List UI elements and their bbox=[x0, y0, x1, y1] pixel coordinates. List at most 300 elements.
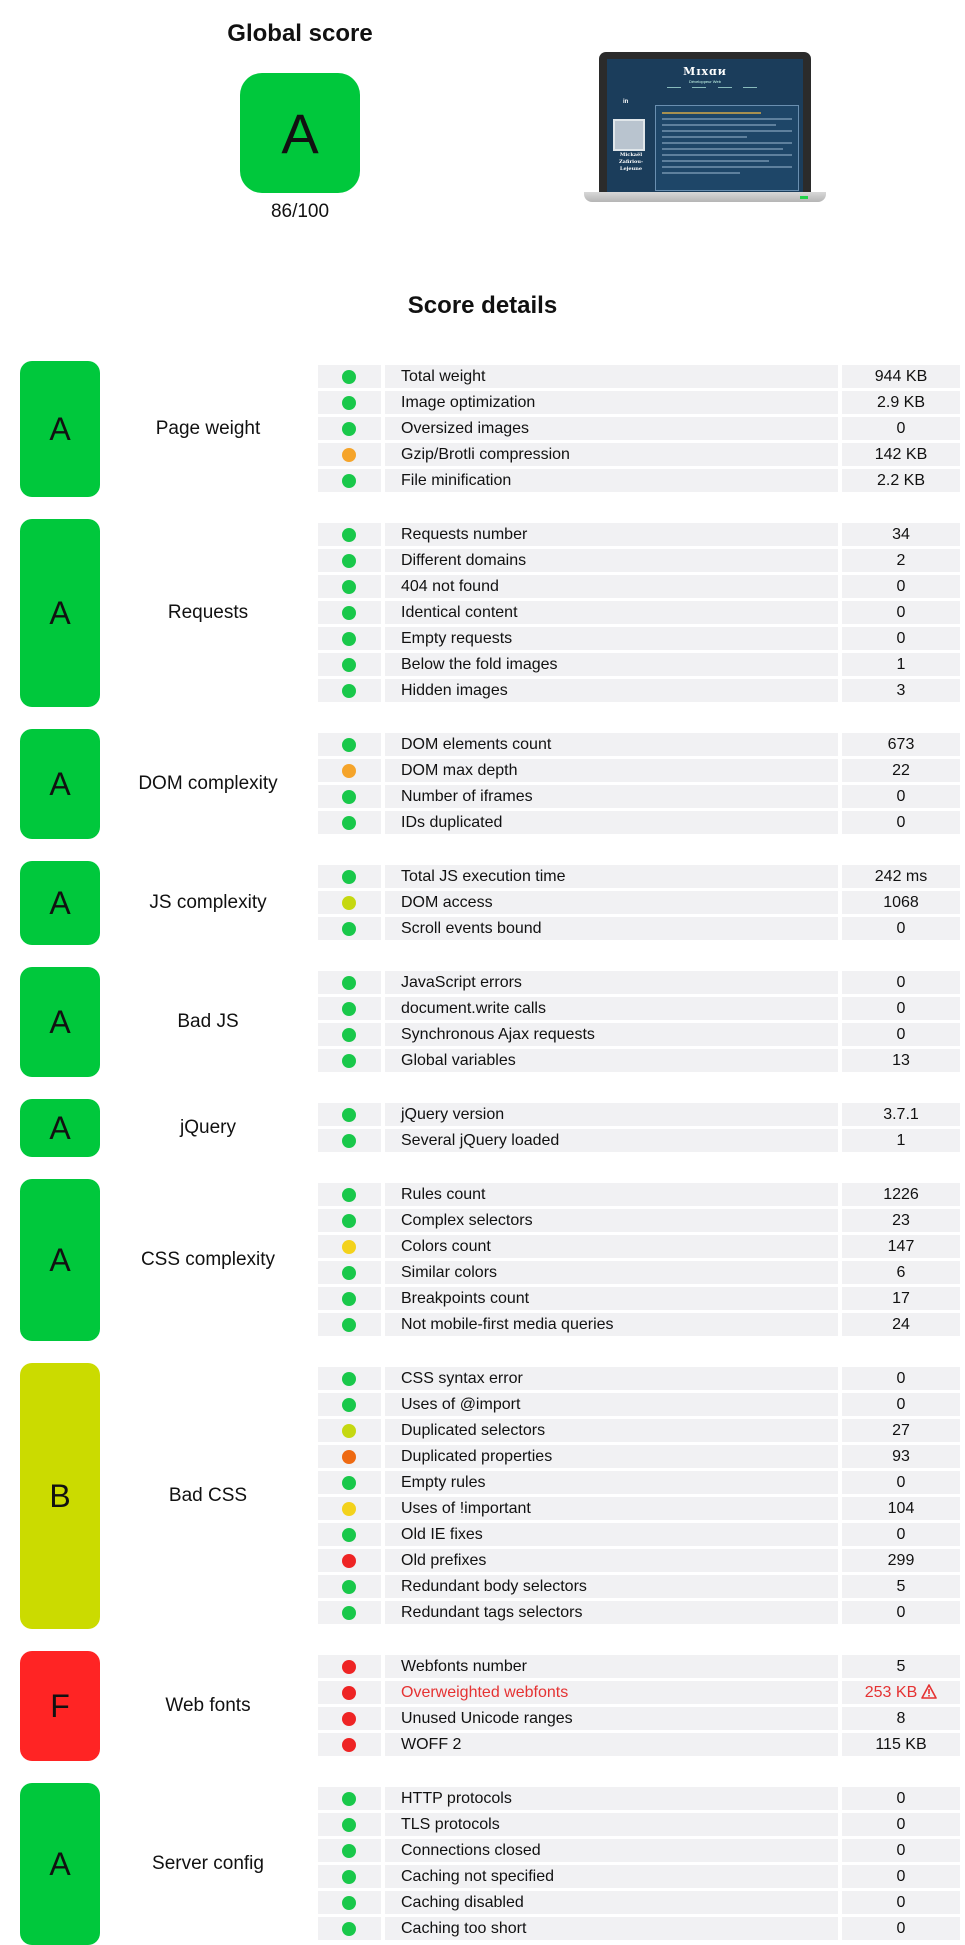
metric-value: 23 bbox=[892, 1212, 910, 1229]
metric-status-cell bbox=[318, 1891, 381, 1914]
metric-row bbox=[0, 1497, 965, 1520]
metric-value-cell bbox=[842, 891, 960, 914]
category-grade-badge: A bbox=[20, 361, 100, 497]
metric-status-cell bbox=[318, 1419, 381, 1442]
status-dot-icon bbox=[342, 1922, 356, 1936]
status-dot-icon bbox=[342, 1818, 356, 1832]
metric-row bbox=[0, 733, 965, 756]
status-dot-icon bbox=[342, 684, 356, 698]
category-dom-complexity bbox=[0, 729, 965, 839]
metric-value: 0 bbox=[896, 420, 906, 437]
status-dot-icon bbox=[342, 1002, 356, 1016]
metric-label: Below the fold images bbox=[385, 653, 838, 676]
metric-value: 3.7.1 bbox=[883, 1106, 919, 1123]
metric-label: Caching too short bbox=[385, 1917, 838, 1940]
metric-label: Image optimization bbox=[385, 391, 838, 414]
status-dot-icon bbox=[342, 1580, 356, 1594]
metric-value: 0 bbox=[896, 1026, 906, 1043]
metric-value-cell bbox=[842, 1733, 960, 1756]
status-dot-icon bbox=[342, 528, 356, 542]
status-dot-icon bbox=[342, 896, 356, 910]
metric-value: 253 KB bbox=[864, 1684, 918, 1701]
category-name: Bad CSS bbox=[168, 1485, 248, 1506]
metric-status-cell bbox=[318, 469, 381, 492]
status-dot-icon bbox=[342, 370, 356, 384]
metric-status-cell bbox=[318, 679, 381, 702]
status-dot-icon bbox=[342, 1738, 356, 1752]
metric-value-cell bbox=[842, 627, 960, 650]
status-dot-icon bbox=[342, 976, 356, 990]
metric-label: Caching not specified bbox=[385, 1865, 838, 1888]
metric-value: 27 bbox=[892, 1422, 910, 1439]
metric-status-cell bbox=[318, 601, 381, 624]
metric-value: 1226 bbox=[883, 1186, 919, 1203]
metric-status-cell bbox=[318, 1313, 381, 1336]
metric-value-cell bbox=[842, 391, 960, 414]
metric-value: 5 bbox=[896, 1578, 906, 1595]
status-dot-icon bbox=[342, 448, 356, 462]
metric-value-cell bbox=[842, 811, 960, 834]
status-dot-icon bbox=[342, 738, 356, 752]
metric-row bbox=[0, 1393, 965, 1416]
metric-status-cell bbox=[318, 733, 381, 756]
metric-row bbox=[0, 1549, 965, 1572]
category-name: Web fonts bbox=[165, 1695, 251, 1716]
metric-value-cell bbox=[842, 1523, 960, 1546]
metric-label: Duplicated properties bbox=[385, 1445, 838, 1468]
status-dot-icon bbox=[342, 1450, 356, 1464]
metric-value-cell bbox=[842, 1313, 960, 1336]
status-dot-icon bbox=[342, 1606, 356, 1620]
category-grade-badge: A bbox=[20, 519, 100, 707]
metric-status-cell bbox=[318, 1287, 381, 1310]
global-score-title: Global score bbox=[227, 20, 373, 47]
metric-label: Complex selectors bbox=[385, 1209, 838, 1232]
laptop-screen-frame bbox=[599, 52, 811, 192]
metric-label: Uses of @import bbox=[385, 1393, 838, 1416]
metric-value-cell bbox=[842, 997, 960, 1020]
metric-label: Gzip/Brotli compression bbox=[385, 443, 838, 466]
metric-value-cell bbox=[842, 1601, 960, 1624]
laptop-screen bbox=[607, 59, 803, 192]
status-dot-icon bbox=[342, 1844, 356, 1858]
metric-label: Redundant body selectors bbox=[385, 1575, 838, 1598]
metric-value: 115 KB bbox=[875, 1736, 927, 1753]
status-dot-icon bbox=[342, 1870, 356, 1884]
metric-row bbox=[0, 523, 965, 546]
metric-label: Duplicated selectors bbox=[385, 1419, 838, 1442]
category-grade-badge: A bbox=[20, 729, 100, 839]
metric-label: DOM max depth bbox=[385, 759, 838, 782]
metric-value-cell bbox=[842, 1419, 960, 1442]
metric-value: 0 bbox=[896, 1396, 906, 1413]
metric-value-cell bbox=[842, 1367, 960, 1390]
category-name: CSS complexity bbox=[140, 1249, 276, 1270]
metric-label: Different domains bbox=[385, 549, 838, 572]
metric-status-cell bbox=[318, 1917, 381, 1940]
metric-status-cell bbox=[318, 575, 381, 598]
metric-label: IDs duplicated bbox=[385, 811, 838, 834]
page-screenshot-thumbnail bbox=[584, 52, 826, 206]
status-dot-icon bbox=[342, 1660, 356, 1674]
metric-value-cell bbox=[842, 365, 960, 388]
metric-value: 0 bbox=[896, 920, 906, 937]
metric-row bbox=[0, 1865, 965, 1888]
metric-value: 2.2 KB bbox=[876, 472, 926, 489]
metric-value: 0 bbox=[896, 578, 906, 595]
category-page-weight bbox=[0, 361, 965, 497]
metric-row bbox=[0, 1707, 965, 1730]
category-bad-css bbox=[0, 1363, 965, 1629]
status-dot-icon bbox=[342, 1028, 356, 1042]
metric-status-cell bbox=[318, 997, 381, 1020]
metric-value-cell bbox=[842, 865, 960, 888]
metric-status-cell bbox=[318, 523, 381, 546]
laptop-led bbox=[800, 196, 808, 199]
metric-row bbox=[0, 417, 965, 440]
metric-label: Not mobile-first media queries bbox=[385, 1313, 838, 1336]
metric-value-cell bbox=[842, 1891, 960, 1914]
metric-row bbox=[0, 1471, 965, 1494]
status-dot-icon bbox=[342, 870, 356, 884]
metric-row bbox=[0, 997, 965, 1020]
metric-row bbox=[0, 1103, 965, 1126]
status-dot-icon bbox=[342, 1240, 356, 1254]
metric-row bbox=[0, 469, 965, 492]
metric-status-cell bbox=[318, 1523, 381, 1546]
status-dot-icon bbox=[342, 1792, 356, 1806]
metric-value-cell bbox=[842, 1681, 960, 1704]
metric-value: 22 bbox=[892, 762, 910, 779]
metric-value: 8 bbox=[896, 1710, 906, 1727]
metric-row bbox=[0, 549, 965, 572]
status-dot-icon bbox=[342, 816, 356, 830]
metric-row bbox=[0, 1813, 965, 1836]
metric-status-cell bbox=[318, 865, 381, 888]
metric-row bbox=[0, 443, 965, 466]
metric-value: 0 bbox=[896, 1842, 906, 1859]
metric-label: Old IE fixes bbox=[385, 1523, 838, 1546]
metric-row bbox=[0, 1787, 965, 1810]
metric-row bbox=[0, 1445, 965, 1468]
status-dot-icon bbox=[342, 1266, 356, 1280]
metric-row bbox=[0, 785, 965, 808]
metric-value: 13 bbox=[892, 1052, 910, 1069]
metric-row bbox=[0, 653, 965, 676]
metric-label: Redundant tags selectors bbox=[385, 1601, 838, 1624]
metric-value: 147 bbox=[887, 1238, 915, 1255]
metric-status-cell bbox=[318, 1575, 381, 1598]
category-grade-badge: B bbox=[20, 1363, 100, 1629]
metric-value-cell bbox=[842, 1917, 960, 1940]
metric-value: 0 bbox=[896, 1920, 906, 1937]
metric-label: Unused Unicode ranges bbox=[385, 1707, 838, 1730]
metric-status-cell bbox=[318, 811, 381, 834]
metric-value-cell bbox=[842, 601, 960, 624]
status-dot-icon bbox=[342, 1292, 356, 1306]
status-dot-icon bbox=[342, 1712, 356, 1726]
thumb-avatar bbox=[613, 119, 645, 151]
status-dot-icon bbox=[342, 1372, 356, 1386]
metric-status-cell bbox=[318, 1235, 381, 1258]
category-grade-badge: F bbox=[20, 1651, 100, 1761]
metric-label: Several jQuery loaded bbox=[385, 1129, 838, 1152]
metric-status-cell bbox=[318, 1261, 381, 1284]
status-dot-icon bbox=[342, 1188, 356, 1202]
metric-row bbox=[0, 1235, 965, 1258]
metric-status-cell bbox=[318, 549, 381, 572]
metric-row bbox=[0, 811, 965, 834]
status-dot-icon bbox=[342, 1686, 356, 1700]
status-dot-icon bbox=[342, 396, 356, 410]
status-dot-icon bbox=[342, 1528, 356, 1542]
metric-row bbox=[0, 1049, 965, 1072]
metric-value-cell bbox=[842, 1497, 960, 1520]
metric-value-cell bbox=[842, 1261, 960, 1284]
metric-value: 944 KB bbox=[874, 368, 928, 385]
category-name: JS complexity bbox=[149, 892, 267, 913]
metric-value-cell bbox=[842, 1129, 960, 1152]
metric-value-cell bbox=[842, 1287, 960, 1310]
status-dot-icon bbox=[342, 1476, 356, 1490]
metric-row bbox=[0, 865, 965, 888]
metric-value-cell bbox=[842, 1707, 960, 1730]
category-grade-badge: A bbox=[20, 1179, 100, 1341]
metric-value: 0 bbox=[896, 1868, 906, 1885]
status-dot-icon bbox=[342, 790, 356, 804]
category-name: Bad JS bbox=[177, 1011, 239, 1032]
global-score-value: 86/100 bbox=[270, 201, 330, 222]
status-dot-icon bbox=[342, 1896, 356, 1910]
metric-row bbox=[0, 1183, 965, 1206]
metric-value-cell bbox=[842, 469, 960, 492]
metric-status-cell bbox=[318, 1103, 381, 1126]
status-dot-icon bbox=[342, 632, 356, 646]
status-dot-icon bbox=[342, 1502, 356, 1516]
metric-status-cell bbox=[318, 891, 381, 914]
metric-status-cell bbox=[318, 417, 381, 440]
status-dot-icon bbox=[342, 554, 356, 568]
metric-status-cell bbox=[318, 1813, 381, 1836]
metric-value: 0 bbox=[896, 1474, 906, 1491]
metric-row bbox=[0, 891, 965, 914]
metric-value: 0 bbox=[896, 1370, 906, 1387]
metric-status-cell bbox=[318, 365, 381, 388]
metric-value-cell bbox=[842, 1235, 960, 1258]
metric-label: Similar colors bbox=[385, 1261, 838, 1284]
metric-value-cell bbox=[842, 653, 960, 676]
metric-row bbox=[0, 575, 965, 598]
metric-label: TLS protocols bbox=[385, 1813, 838, 1836]
category-web-fonts bbox=[0, 1651, 965, 1761]
category-name: Page weight bbox=[155, 418, 261, 439]
metric-row bbox=[0, 1575, 965, 1598]
metric-value: 0 bbox=[896, 1604, 906, 1621]
metric-label: Connections closed bbox=[385, 1839, 838, 1862]
metric-label: HTTP protocols bbox=[385, 1787, 838, 1810]
status-dot-icon bbox=[342, 606, 356, 620]
category-grade-badge: A bbox=[20, 1099, 100, 1157]
metric-label: Caching disabled bbox=[385, 1891, 838, 1914]
metric-row bbox=[0, 1733, 965, 1756]
status-dot-icon bbox=[342, 658, 356, 672]
metric-label: Number of iframes bbox=[385, 785, 838, 808]
metric-value-cell bbox=[842, 523, 960, 546]
metric-label: CSS syntax error bbox=[385, 1367, 838, 1390]
metric-status-cell bbox=[318, 917, 381, 940]
metric-status-cell bbox=[318, 1049, 381, 1072]
metric-status-cell bbox=[318, 1655, 381, 1678]
metric-label: Breakpoints count bbox=[385, 1287, 838, 1310]
metric-status-cell bbox=[318, 627, 381, 650]
metric-label: DOM access bbox=[385, 891, 838, 914]
metric-value-cell bbox=[842, 733, 960, 756]
metric-row bbox=[0, 759, 965, 782]
score-details-title: Score details bbox=[407, 292, 558, 319]
status-dot-icon bbox=[342, 580, 356, 594]
metric-label: Colors count bbox=[385, 1235, 838, 1258]
metric-label: Hidden images bbox=[385, 679, 838, 702]
metric-value-cell bbox=[842, 1575, 960, 1598]
metric-status-cell bbox=[318, 759, 381, 782]
metric-status-cell bbox=[318, 1367, 381, 1390]
metric-row bbox=[0, 627, 965, 650]
thumb-subtitle: Développeur Web bbox=[689, 79, 721, 84]
metric-row bbox=[0, 971, 965, 994]
metric-status-cell bbox=[318, 1129, 381, 1152]
metric-label: JavaScript errors bbox=[385, 971, 838, 994]
metric-value: 1 bbox=[896, 1132, 906, 1149]
category-grade-badge: A bbox=[20, 861, 100, 945]
category-grade-badge: A bbox=[20, 1783, 100, 1945]
status-dot-icon bbox=[342, 1134, 356, 1148]
metric-value: 104 bbox=[887, 1500, 915, 1517]
status-dot-icon bbox=[342, 1318, 356, 1332]
metric-value-cell bbox=[842, 443, 960, 466]
metric-value-cell bbox=[842, 575, 960, 598]
metric-row bbox=[0, 1023, 965, 1046]
metric-label: Webfonts number bbox=[385, 1655, 838, 1678]
metric-value: 17 bbox=[892, 1290, 910, 1307]
metric-value: 0 bbox=[896, 788, 906, 805]
metric-row bbox=[0, 1367, 965, 1390]
metric-value: 0 bbox=[896, 1790, 906, 1807]
metric-value-cell bbox=[842, 1049, 960, 1072]
metric-value: 299 bbox=[887, 1552, 915, 1569]
metric-row bbox=[0, 1287, 965, 1310]
metric-status-cell bbox=[318, 1549, 381, 1572]
metric-value-cell bbox=[842, 1865, 960, 1888]
metric-value-cell bbox=[842, 1813, 960, 1836]
metric-value: 0 bbox=[896, 604, 906, 621]
metric-row bbox=[0, 1129, 965, 1152]
metric-row bbox=[0, 917, 965, 940]
metric-value: 1068 bbox=[883, 894, 919, 911]
metric-label: document.write calls bbox=[385, 997, 838, 1020]
metric-status-cell bbox=[318, 1865, 381, 1888]
metric-value: 0 bbox=[896, 1816, 906, 1833]
thumb-content-card bbox=[655, 105, 799, 191]
metric-label: Global variables bbox=[385, 1049, 838, 1072]
category-bad-js bbox=[0, 967, 965, 1077]
metric-value: 142 KB bbox=[874, 446, 928, 463]
category-jquery bbox=[0, 1099, 965, 1157]
metric-value: 34 bbox=[892, 526, 910, 543]
metric-status-cell bbox=[318, 1023, 381, 1046]
thumb-nav bbox=[667, 87, 757, 97]
metric-label: Empty requests bbox=[385, 627, 838, 650]
metric-value-cell bbox=[842, 785, 960, 808]
metric-status-cell bbox=[318, 1183, 381, 1206]
status-dot-icon bbox=[342, 1424, 356, 1438]
metric-value: 93 bbox=[892, 1448, 910, 1465]
metric-row bbox=[0, 1839, 965, 1862]
metric-label: WOFF 2 bbox=[385, 1733, 838, 1756]
metric-label: Overweighted webfonts bbox=[385, 1681, 838, 1704]
category-server-config bbox=[0, 1783, 965, 1945]
metric-label: Oversized images bbox=[385, 417, 838, 440]
metric-value: 0 bbox=[896, 1894, 906, 1911]
metric-status-cell bbox=[318, 1445, 381, 1468]
metric-value-cell bbox=[842, 1471, 960, 1494]
metric-label: Identical content bbox=[385, 601, 838, 624]
metric-value: 0 bbox=[896, 1000, 906, 1017]
status-dot-icon bbox=[342, 1214, 356, 1228]
metric-value-cell bbox=[842, 1787, 960, 1810]
metric-status-cell bbox=[318, 1681, 381, 1704]
metric-label: DOM elements count bbox=[385, 733, 838, 756]
metric-label: Total weight bbox=[385, 365, 838, 388]
metric-status-cell bbox=[318, 1209, 381, 1232]
metric-value-cell bbox=[842, 1023, 960, 1046]
metric-value: 0 bbox=[896, 974, 906, 991]
metric-status-cell bbox=[318, 1471, 381, 1494]
status-dot-icon bbox=[342, 1554, 356, 1568]
metric-value-cell bbox=[842, 1445, 960, 1468]
metric-value-cell bbox=[842, 1839, 960, 1862]
metric-status-cell bbox=[318, 971, 381, 994]
metric-status-cell bbox=[318, 785, 381, 808]
metric-value: 6 bbox=[896, 1264, 906, 1281]
metric-value: 24 bbox=[892, 1316, 910, 1333]
metric-value-cell bbox=[842, 1655, 960, 1678]
thumb-linkedin-icon: in bbox=[623, 99, 629, 105]
metric-value: 2.9 KB bbox=[876, 394, 926, 411]
metric-value: 0 bbox=[896, 630, 906, 647]
metric-row bbox=[0, 1917, 965, 1940]
status-dot-icon bbox=[342, 922, 356, 936]
metric-value: 1 bbox=[896, 656, 906, 673]
metric-label: Empty rules bbox=[385, 1471, 838, 1494]
metric-value: 2 bbox=[896, 552, 906, 569]
thumb-name: Mickaël Zafiriou-Lejeune bbox=[618, 152, 644, 172]
metric-row bbox=[0, 1261, 965, 1284]
metric-value: 673 bbox=[887, 736, 915, 753]
metric-value-cell bbox=[842, 1209, 960, 1232]
status-dot-icon bbox=[342, 422, 356, 436]
metric-row bbox=[0, 1313, 965, 1336]
metric-status-cell bbox=[318, 1839, 381, 1862]
metric-status-cell bbox=[318, 1707, 381, 1730]
metric-label: Synchronous Ajax requests bbox=[385, 1023, 838, 1046]
metric-label: 404 not found bbox=[385, 575, 838, 598]
metric-status-cell bbox=[318, 1601, 381, 1624]
metric-value: 3 bbox=[896, 682, 906, 699]
metric-value-cell bbox=[842, 1103, 960, 1126]
metric-row bbox=[0, 1891, 965, 1914]
metric-value-cell bbox=[842, 917, 960, 940]
metric-status-cell bbox=[318, 391, 381, 414]
